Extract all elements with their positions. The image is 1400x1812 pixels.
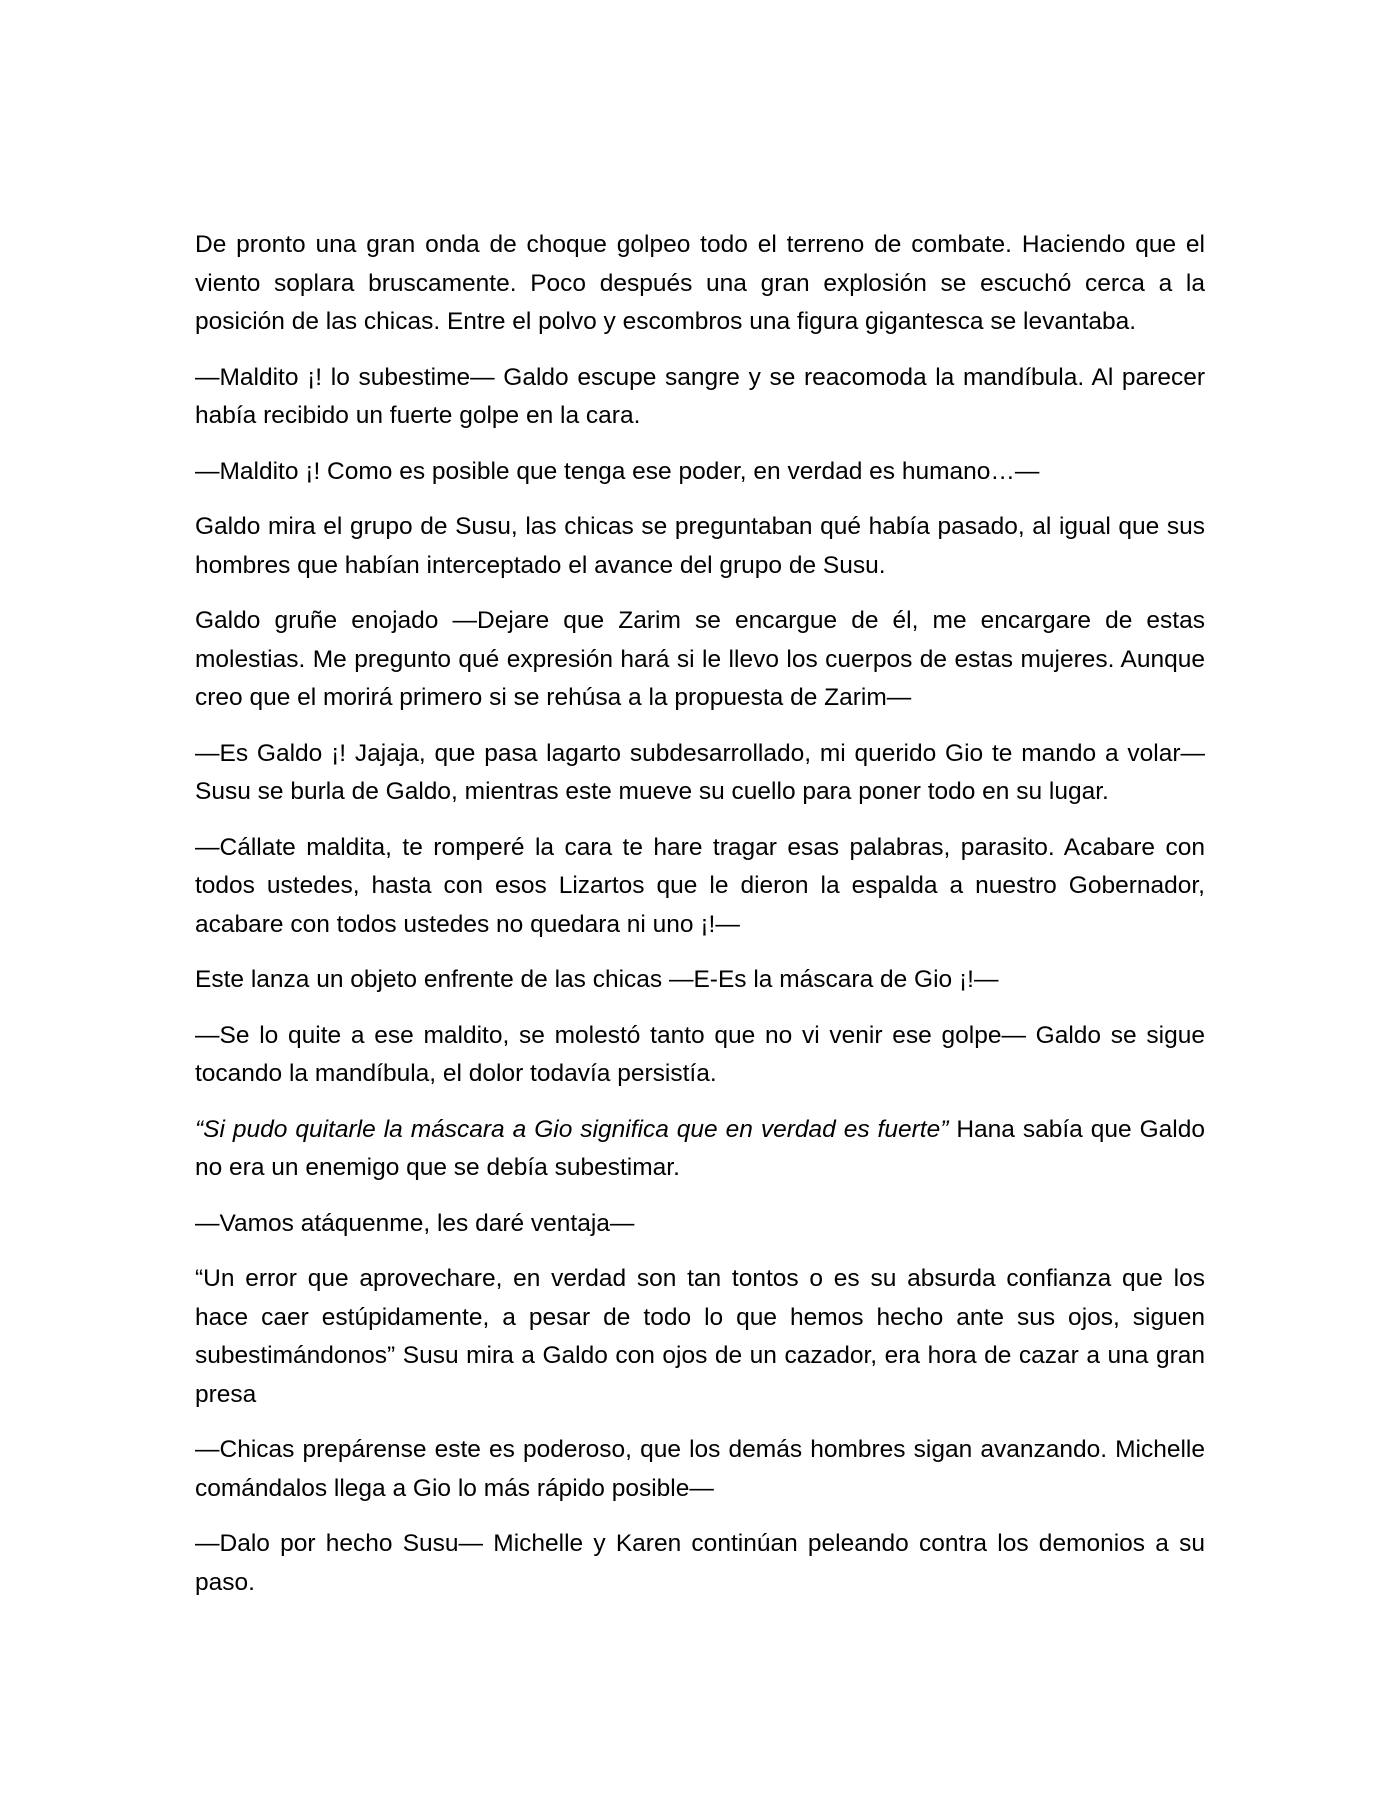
paragraph-5: Galdo gruñe enojado —Dejare que Zarim se encargue de él, me encargare de estas molestias. Me pregunto qué expresión hará si le llevo los cuerpos de estas mujeres. Aunque creo que el morirá primero si se rehúsa a la propuesta de Zarim— — [195, 607, 1205, 711]
paragraph-9: —Se lo quite a ese maldito, se molestó tanto que no vi venir ese golpe— Galdo se sigue tocando la mandíbula, el dolor todavía persistía. — [195, 1021, 1205, 1087]
document-page — [195, 226, 1205, 1619]
paragraph-2: —Maldito ¡! lo subestime— Galdo escupe sangre y se reacomoda la mandíbula. Al parecer había recibido un fuerte golpe en la cara. — [195, 363, 1205, 429]
paragraph-7: —Cállate maldita, te romperé la cara te hare tragar esas palabras, parasito. Acabare con todos ustedes, hasta con esos Lizartos que le dieron la espalda a nuestro Gobernador, acabare con todos ustedes no quedara ni uno ¡!— — [195, 833, 1205, 938]
paragraph-4: Galdo mira el grupo de Susu, las chicas se preguntaban qué había pasado, al igual que sus hombres que habían interceptado el avance del grupo de Susu. — [195, 513, 1205, 579]
paragraph-1: De pronto una gran onda de choque golpeo todo el terreno de combate. Haciendo que el viento soplara bruscamente. Poco después una gran explosión se escuchó cerca a la posición de las chicas. Entre el polvo y escombros una figura gigantesca se levantaba. — [195, 231, 1205, 335]
paragraph-11: —Vamos atáquenme, les daré ventaja— — [195, 1209, 635, 1237]
paragraph-12: “Un error que aprovechare, en verdad son tan tontos o es su absurda confianza que los hace caer estúpidamente, a pesar de todo lo que hemos hecho ante sus ojos, siguen subestimándonos” Susu mira a Galdo con ojos de un cazador, era hora de cazar a una gran presa — [195, 1265, 1205, 1408]
paragraph-10-text: Hana sabía que Galdo no era un enemigo que se debía subestimar. — [195, 1115, 1205, 1181]
paragraph-10 — [195, 1111, 1205, 1188]
paragraph-8: Este lanza un objeto enfrente de las chicas —E-Es la máscara de Gio ¡!— — [195, 966, 999, 993]
paragraph-6: —Es Galdo ¡! Jajaja, que pasa lagarto subdesarrollado, mi querido Gio te mando a volar— Susu se burla de Galdo, mientras este mueve su cuello para poner todo en su lugar. — [195, 739, 1205, 805]
italic-thought: “Si pudo quitarle la máscara a Gio significa que en verdad es fuerte” — [195, 1115, 949, 1143]
paragraph-3: —Maldito ¡! Como es posible que tenga ese poder, en verdad es humano…— — [195, 457, 1040, 485]
paragraph-13: —Chicas prepárense este es poderoso, que los demás hombres sigan avanzando. Michelle comándalos llega a Gio lo más rápido posible— — [195, 1436, 1205, 1502]
paragraph-14: —Dalo por hecho Susu— Michelle y Karen continúan peleando contra los demonios a su paso. — [195, 1530, 1205, 1596]
